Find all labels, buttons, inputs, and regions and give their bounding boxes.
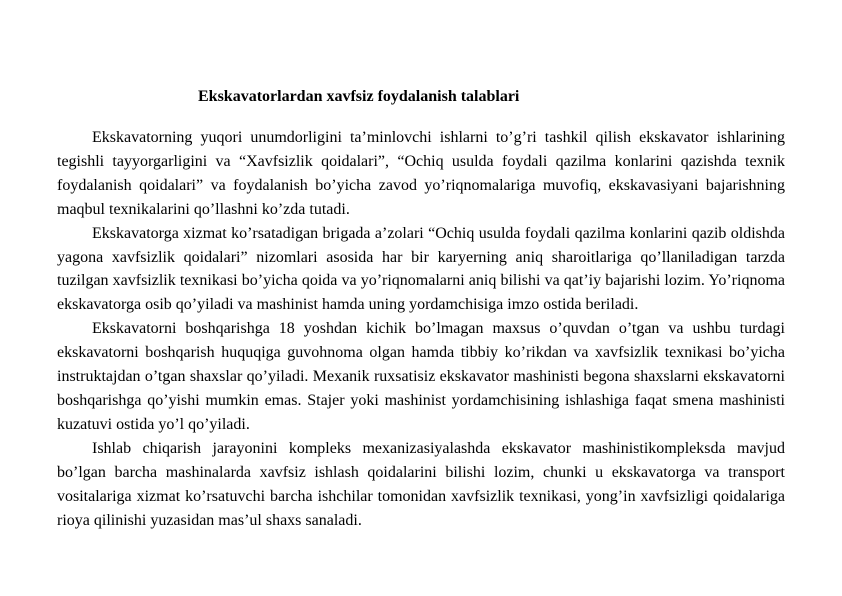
paragraph-4: Ishlab chiqarish jarayonini kompleks mexanizasiyalashda ekskavator mashinistikompleksda mavjud bo’lgan barcha mashinalarda xavfsiz ishlash qoidalarini bilishi lozim, chunki u ekskavatorga va transport vositalariga xizmat ko’rsatuvchi barcha ishchilar tomonidan xavfsizlik texnikasi, yong’in xavfsizligi qoidalariga rioya qilinishi yuzasidan mas’ul shaxs sanaladi. [57,439,785,529]
paragraph-1: Ekskavatorning yuqori unumdorligini ta’minlovchi ishlarni to’g’ri tashkil qilish ekskavator ishlarining tegishli tayyorgarligini va “Xavfsizlik qoidalari”, “Ochiq usulda foydali qazilma konlarini qazishda texnik foydalanish qoidalari” va foydalanish bo’yicha zavod yo’riqnomalariga muvofiq, ekskavasiyani bajarishning maqbul texnikalarini qo’llashni ko’zda tutadi. [57,129,785,218]
document-title: Ekskavatorlardan xavfsiz foydalanish talablari [198,88,520,105]
document-body [57,126,785,532]
paragraph-2: Ekskavatorga xizmat ko’rsatadigan brigada a’zolari “Ochiq usulda foydali qazilma konlarini qazib oldishda yagona xavfsizlik qoidalari” nizomlari asosida har bir karyerning aniq sharoitlariga qo’llaniladigan tarzda tuzilgan xavfsizlik texnikasi bo’yicha qoida va yo’riqnomalarni aniq bilishi va qat’iy bajarishi lozim. Yo’riqnoma ekskavatorga osib qo’yiladi va mashinist hamda uning yordamchisiga imzo ostida beriladi. [57,224,785,314]
paragraph-3: Ekskavatorni boshqarishga 18 yoshdan kichik bo’lmagan maxsus o’quvdan o’tgan va ushbu turdagi ekskavatorni boshqarish huquqiga guvohnoma olgan hamda tibbiy ko’rikdan va xavfsizlik texnikasi bo’yicha instruktajdan o’tgan shaxslar qo’yiladi. Mexanik ruxsatisiz ekskavator mashinisti begona shaxslarni ekskavatorni boshqarishga qo’yishi mumkin emas. Stajer yoki mashinist yordamchisining ishlashiga faqat smena mashinisti kuzatuvi ostida yo’l qo’yiladi. [57,320,785,433]
